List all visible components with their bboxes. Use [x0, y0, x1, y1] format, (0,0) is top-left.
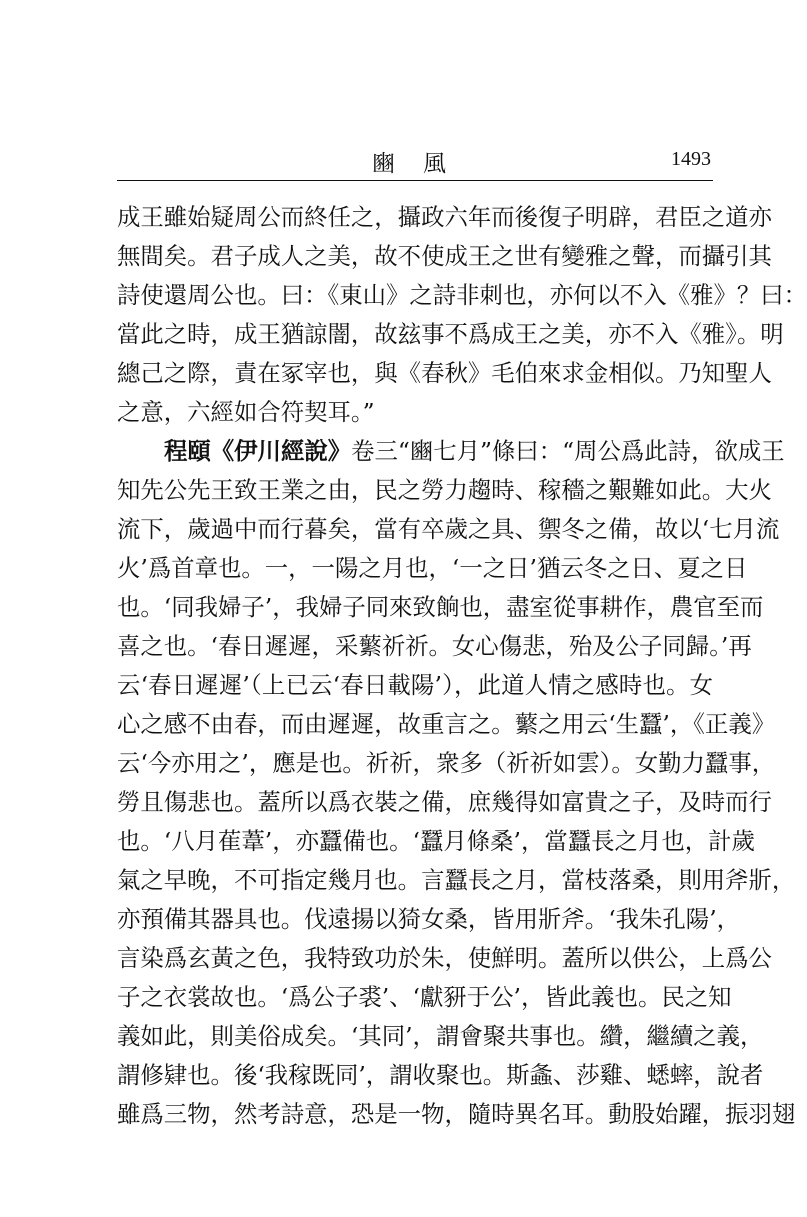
author-title: 程頤《伊川經說》 [164, 437, 352, 465]
text-line: 子之衣裳故也。‘爲公子裘’、‘獻豜于公’，皆此義也。民之知 [117, 983, 732, 1011]
text-line: 雖爲三物，然考詩意，恐是一物，隨時異名耳。動股始躍，振羽翅 [117, 1100, 796, 1128]
text-line: 之意，六經如合符契耳。” [117, 398, 375, 426]
first-line-rest: 卷三“豳七月”條曰：“周公爲此詩，欲成王 [351, 437, 785, 465]
text-line-first [117, 432, 785, 471]
text-line: 謂修肄也。後‘我稼既同’，謂收聚也。斯螽、莎雞、蟋蟀，說者 [117, 1061, 764, 1089]
text-line: 詩使還周公也。曰：《東山》之詩非刺也，亦何以不入《雅》？曰： [117, 281, 807, 309]
page-header [117, 145, 713, 177]
text-line: 知先公先王致王業之由，民之勞力趨時、稼穡之艱難如此。大火 [117, 476, 772, 504]
running-title: 豳風 [372, 151, 474, 177]
page-body [117, 198, 807, 1134]
paragraph-1 [117, 198, 807, 432]
text-line: 云‘春日遲遲’（上已云‘春日載陽’），此道人情之感時也。女 [117, 671, 713, 699]
text-line: 云‘今亦用之’，應是也。祈祈，衆多（祈祈如雲）。女勤力蠶事， [117, 749, 776, 777]
paragraph-2 [117, 432, 796, 1134]
text-line: 也。‘八月萑葦’，亦蠶備也。‘蠶月條桑’，當蠶長之月也，計歲 [117, 827, 755, 855]
text-line: 成王雖始疑周公而終任之，攝政六年而後復子明辟，君臣之道亦 [117, 203, 772, 231]
text-line: 無間矣。君子成人之美，故不使成王之世有變雅之聲，而攝引其 [117, 242, 772, 270]
header-rule [117, 180, 713, 181]
text-line: 心之感不由春，而由遲遲，故重言之。蘩之用云‘生蠶’，《正義》 [117, 710, 776, 738]
text-line: 言染爲玄黃之色，我特致功於朱，使鮮明。蓋所以供公，上爲公 [117, 944, 772, 972]
text-line: 喜之也。‘春日遲遲，采蘩祈祈。女心傷悲，殆及公子同歸。’再 [117, 632, 752, 660]
page-number: 1493 [671, 148, 711, 170]
text-line: 火’爲首章也。一，一陽之月也，‘一之日’猶云冬之日、夏之日 [117, 554, 748, 582]
text-line: 流下，歲過中而行暮矣，當有卒歲之具、禦冬之備，故以‘七月流 [117, 515, 780, 543]
text-line: 勞且傷悲也。蓋所以爲衣裝之備，庶幾得如富貴之子，及時而行 [117, 788, 772, 816]
text-line: 氣之早晚，不可指定幾月也。言蠶長之月，當枝落桑，則用斧斨， [117, 866, 796, 894]
text-line: 義如此，則美俗成矣。‘其同’，謂會聚共事也。纘，繼續之義， [117, 1022, 764, 1050]
text-line: 當此之時，成王猶諒闇，故玆事不爲成王之美，亦不入《雅》。明 [117, 320, 784, 348]
text-line: 也。‘同我婦子’，我婦子同來致餉也，盡室從事耕作，農官至而 [117, 593, 764, 621]
text-line: 總己之際，責在冢宰也，與《春秋》毛伯來求金相似。乃知聖人 [117, 359, 772, 387]
text-line: 亦預備其器具也。伐遠揚以猗女桑，皆用斨斧。‘我朱孔陽’， [117, 905, 741, 933]
